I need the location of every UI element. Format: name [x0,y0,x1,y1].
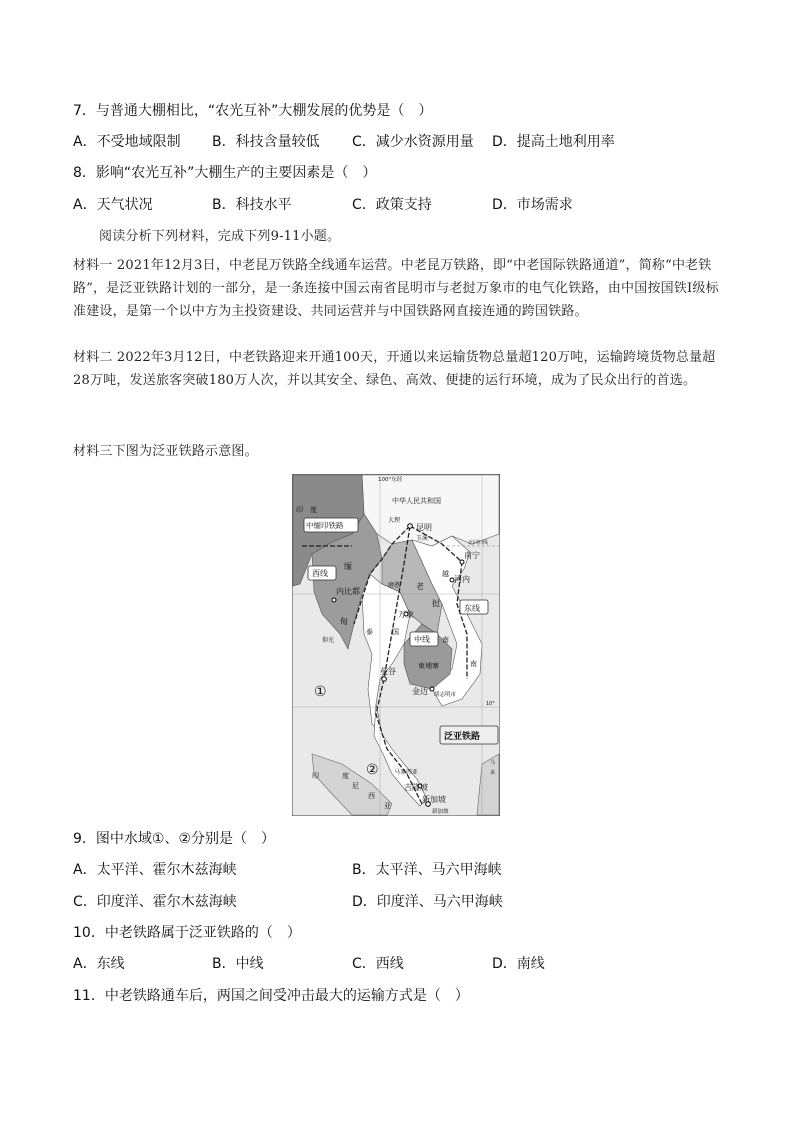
option-c[interactable]: C．西线 [352,956,404,972]
map-label-dali: 大理 [388,517,401,524]
map-label-ma: 马 [490,760,496,766]
map-label-yuxi: 玉溪 [416,535,429,542]
option-c[interactable]: C．减少水资源用量 [352,134,474,150]
option-d[interactable]: D．南线 [492,956,545,972]
map-label-lon100: 100°东经 [378,477,403,483]
map-label-myanmar-india-rail: 中缅印铁路 [306,521,344,530]
naypyidaw-dot [332,598,336,602]
map-label-phnompenh: 金边 [412,687,428,696]
reading-instruction: 阅读分析下列材料，完成下列9-11小题。 [99,229,341,244]
map-label-hanoi: 河内 [454,575,470,584]
option-c[interactable]: C．印度洋、霍尔木兹海峡 [73,894,237,910]
map-label-dian: 甸 [340,617,348,626]
map-label-middle-line: 中线 [414,635,430,644]
map-label-naypyidaw: 内比都 [336,587,360,596]
map-label-india: 印 度 [296,506,317,514]
map-label-tai: 泰 [366,628,373,636]
map-label-tropic: 北回归线 [468,540,489,546]
map-label-hcmc: 胡志明市 [434,692,457,698]
map-label-mohan: 磨憨 [388,582,401,589]
map-label-lat10: 10° [486,701,495,707]
option-c[interactable]: C．政策支持 [352,197,432,213]
material-1: 材料一 2021年12月3日，中老昆万铁路全线通车运营。中老昆万铁路，即“中老国际铁路通道”，简称“中老铁路”，是泛亚铁路计划的一部分，是一条连接中国云南省昆明市与老挝万象市的电气化铁路，由中国按国铁Ⅰ级标准建设，是第一个以中方为主投资建设、共同运营并与中国铁路网直接连通的跨国铁路。 [73,258,719,319]
option-a[interactable]: A．不受地域限制 [73,134,181,150]
material-2: 材料二 2022年3月12日，中老铁路迎来开通100天，开通以来运输货物总量超120万吨，运输跨境货物总量超28万吨，发送旅客突破180万人次，并以其安全、绿色、高效、便捷的运行环境，成为了民众出行的首选。 [73,350,716,388]
nanning-dot [460,560,464,564]
map-label-bangkok: 曼谷 [380,667,396,676]
question-7-stem: 7．与普通大棚相比，“农光互补”大棚发展的优势是（ ） [73,103,433,119]
map-label-region-2: ② [366,762,379,778]
map-label-yin: 印 [312,772,319,780]
option-a[interactable]: A．太平洋、霍尔木兹海峡 [73,862,237,878]
option-d[interactable]: D．市场需求 [492,197,573,213]
china-land [362,475,499,546]
map-label-singapore: 新加坡 [422,795,446,804]
option-d[interactable]: D．提高土地利用率 [492,134,615,150]
map-label-xi: 西 [368,792,375,800]
map-label-nanning: 南宁 [464,551,480,560]
map-label-malaysia: 马来西亚 [394,769,419,776]
map-label-mian: 缅 [344,562,352,571]
map-label-yue: 越 [442,570,449,578]
option-a[interactable]: A．天气状况 [73,197,153,213]
material-3: 材料三下图为泛亚铁路示意图。 [73,444,258,459]
bangkok-dot [382,677,387,682]
question-10-stem: 10．中老铁路属于泛亚铁路的（ ） [73,925,301,941]
kunming-dot [408,524,413,529]
map-label-cambodia: 柬埔寨 [418,662,439,670]
map-label-kunming: 昆明 [416,523,432,532]
option-b[interactable]: B．科技含量较低 [212,134,320,150]
option-b[interactable]: B．太平洋、马六甲海峡 [352,862,502,878]
map-label-guo: 国 [392,628,399,636]
map-label-ya: 亚 [384,802,391,810]
option-b[interactable]: B．中线 [212,956,264,972]
map-label-ni: 尼 [352,782,359,790]
map-label-nan: 南 [470,660,477,668]
option-d[interactable]: D．印度洋、马六甲海峡 [352,894,503,910]
map-label-yangon: 仰光 [322,637,335,644]
question-9-stem: 9．图中水域①、②分别是（ ） [73,831,276,847]
map-label-wo: 挝 [432,599,440,608]
map-label-china: 中华人民共和国 [392,497,441,505]
option-b[interactable]: B．科技水平 [212,197,292,213]
map-label-singapore-small: 新加坡 [432,809,449,815]
map-label-region-1: ① [314,684,327,700]
map-label-lao: 老 [416,582,424,591]
pan-asian-railway-map [292,474,500,816]
map-label-east-line: 东线 [464,604,480,613]
map-label-vientiane: 万象 [398,610,414,619]
map-label-lai: 来 [490,770,496,776]
map-label-pan-asian: 泛亚铁路 [444,732,481,742]
question-11-stem: 11．中老铁路通车后，两国之间受冲击最大的运输方式是（ ） [73,988,469,1004]
map-label-west-line: 西线 [312,569,328,578]
question-8-stem: 8．影响“农光互补”大棚生产的主要因素是（ ） [73,165,377,181]
phnompenh-dot [430,687,434,691]
map-label-nan: 南 [442,636,449,644]
map-label-du: 度 [342,772,349,780]
option-a[interactable]: A．东线 [73,956,125,972]
map-label-kualalumpur: 吉隆坡 [404,783,428,792]
